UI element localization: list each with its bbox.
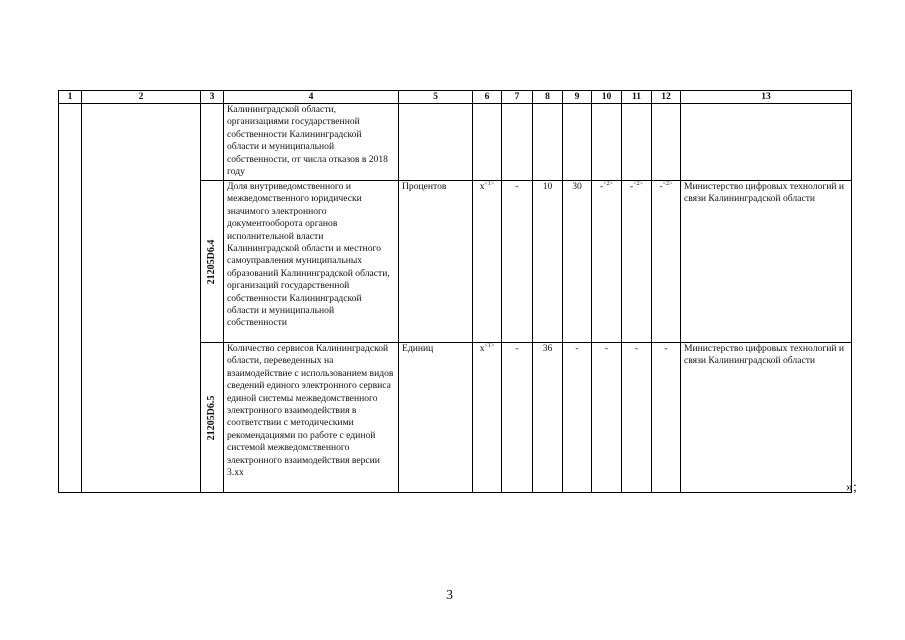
col6-cell xyxy=(473,104,502,181)
col9-cell xyxy=(563,104,592,181)
col7-cell: - xyxy=(502,181,533,343)
unit-cell: Единиц xyxy=(399,343,473,493)
header-cell: 5 xyxy=(399,91,473,104)
col6-cell: $x^{<1>}$ xyxy=(473,181,502,343)
closing-quote-mark: »; xyxy=(846,480,857,495)
col10-cell: -$^{<2>}$ xyxy=(592,181,622,343)
code-cell xyxy=(201,104,224,181)
col8-cell xyxy=(533,104,563,181)
empty-cell xyxy=(59,104,82,493)
col11-cell: - xyxy=(622,343,652,493)
col12-cell: - xyxy=(652,343,681,493)
header-cell: 9 xyxy=(563,91,592,104)
header-cell: 4 xyxy=(224,91,399,104)
header-cell: 13 xyxy=(681,91,852,104)
code-cell xyxy=(201,181,224,343)
indicator-code: 21205D6.4 xyxy=(205,239,217,284)
col7-cell xyxy=(502,104,533,181)
header-cell: 7 xyxy=(502,91,533,104)
responsible-cell: Министерство цифровых технологий и связи Калининградской области xyxy=(681,181,852,343)
col10-cell xyxy=(592,104,622,181)
indicator-name: Количество сервисов Калининградской области, переведенных на взаимодействие с использованием видов сведений единого электронного сервиса единой системы межведомственного электронного взаимодействия в соответствии с методическими рекомендациями по работе с единой системой межведомственного электронного взаимодействия версии 3.хх xyxy=(224,343,399,493)
responsible-cell xyxy=(681,104,852,181)
col6-cell: $x^{<1>}$ xyxy=(473,343,502,493)
table-row xyxy=(59,104,852,181)
col8-cell: 36 xyxy=(533,343,563,493)
unit-cell xyxy=(399,104,473,181)
responsible-cell: Министерство цифровых технологий и связи Калининградской области xyxy=(681,343,852,493)
header-cell: 11 xyxy=(622,91,652,104)
header-cell: 1 xyxy=(59,91,82,104)
unit-cell: Процентов xyxy=(399,181,473,343)
code-cell xyxy=(201,343,224,493)
header-cell: 8 xyxy=(533,91,563,104)
header-cell: 6 xyxy=(473,91,502,104)
col11-cell xyxy=(622,104,652,181)
header-cell: 12 xyxy=(652,91,681,104)
indicator-code: 21205D6.5 xyxy=(205,395,217,440)
indicators-table xyxy=(58,90,852,493)
col9-cell: - xyxy=(563,343,592,493)
header-cell: 10 xyxy=(592,91,622,104)
col12-cell: -$^{<2>}$ xyxy=(652,181,681,343)
header-row xyxy=(59,91,852,104)
header-cell: 3 xyxy=(201,91,224,104)
col12-cell xyxy=(652,104,681,181)
col8-cell: 10 xyxy=(533,181,563,343)
indicator-name: Доля внутриведомственного и межведомственного юридически значимого электронного документооборота органов исполнительной власти Калининградской области и местного самоуправления муниципальных образований Калининградской области, организаций государственной собственности Калининградской области и муниципальной собственности xyxy=(224,181,399,343)
col11-cell: -$^{<2>}$ xyxy=(622,181,652,343)
col9-cell: 30 xyxy=(563,181,592,343)
indicator-name: Калининградской области, организациями государственной собственности Калининградской области и муниципальной собственности, от числа отказов в 2018 году xyxy=(224,104,399,181)
col10-cell: - xyxy=(592,343,622,493)
header-cell: 2 xyxy=(82,91,201,104)
page-number: 3 xyxy=(446,588,453,603)
col7-cell: - xyxy=(502,343,533,493)
empty-cell xyxy=(82,104,201,493)
